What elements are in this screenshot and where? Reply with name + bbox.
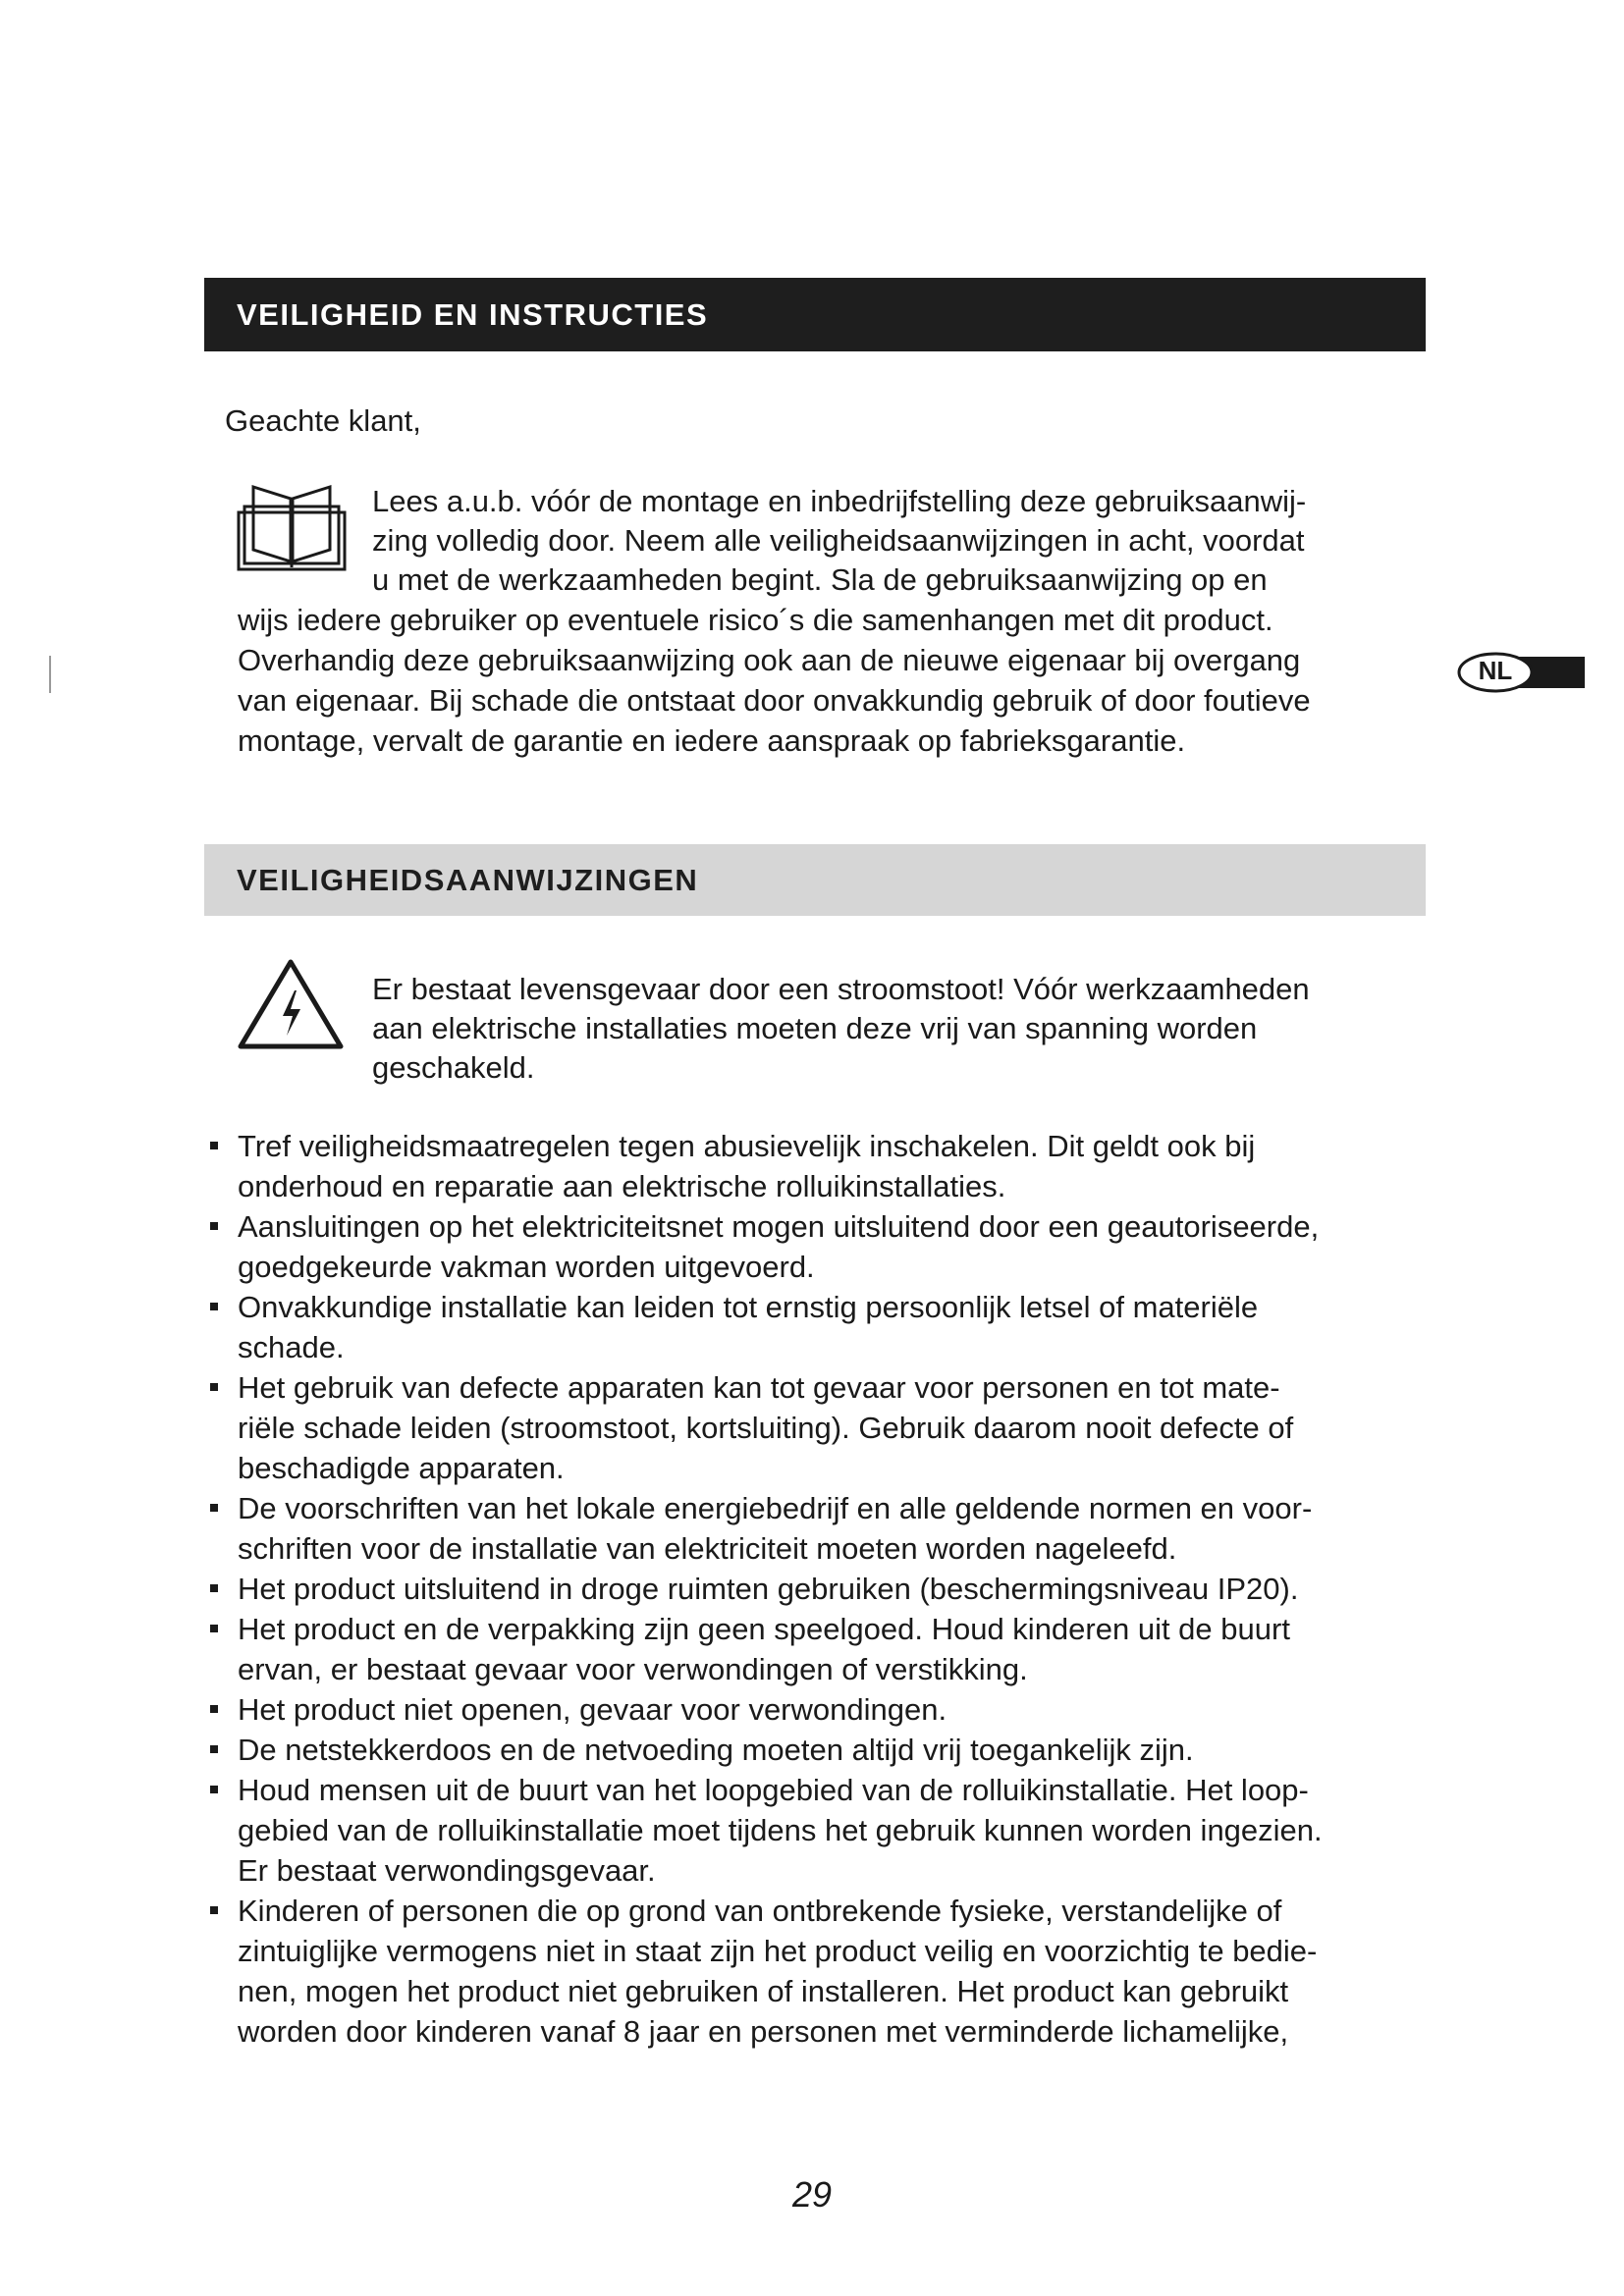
list-item-line: ervan, er bestaat gevaar voor verwondingen of verstikking. [238, 1652, 1028, 1686]
section-header-safety-instructions [204, 278, 1426, 351]
list-item [226, 1367, 1424, 1488]
language-code: NL [1478, 656, 1513, 685]
warning-line-2: aan elektrische installaties moeten deze vrij van spanning worden [372, 1011, 1258, 1045]
section-title: VEILIGHEID EN INSTRUCTIES [237, 296, 709, 332]
list-item [226, 1689, 1424, 1730]
open-book-icon [236, 483, 348, 575]
list-item-line: Onvakkundige installatie kan leiden tot ernstig persoonlijk letsel of materiële [238, 1290, 1259, 1324]
page-number: 29 [791, 2174, 833, 2215]
list-item-line: Kinderen of personen die op grond van ontbrekende fysieke, verstandelijke of [238, 1894, 1282, 1928]
intro-line-3: u met de werkzaamheden begint. Sla de gebruiksaanwijzing op en [372, 562, 1268, 597]
list-item-line: Het product en de verpakking zijn geen speelgoed. Houd kinderen uit de buurt [238, 1612, 1290, 1646]
list-item-line: Het product uitsluitend in droge ruimten gebruiken (beschermingsniveau IP20). [238, 1572, 1299, 1606]
list-item-line: gebied van de rolluikinstallatie moet tijdens het gebruik kunnen worden ingezien. [238, 1813, 1323, 1847]
list-item-line: worden door kinderen vanaf 8 jaar en personen met verminderde lichamelijke, [238, 2014, 1289, 2049]
greeting: Geachte klant, [225, 403, 421, 438]
list-item-line: beschadigde apparaten. [238, 1451, 565, 1485]
list-item-line: goedgekeurde vakman worden uitgevoerd. [238, 1250, 815, 1284]
list-item-line: De netstekkerdoos en de netvoeding moeten altijd vrij toegankelijk zijn. [238, 1733, 1194, 1767]
list-item [226, 1287, 1424, 1367]
list-item [226, 1891, 1424, 2052]
intro-line-1: Lees a.u.b. vóór de montage en inbedrijfstelling deze gebruiksaanwij- [372, 484, 1307, 518]
margin-mark [49, 656, 51, 693]
list-item [226, 1206, 1424, 1287]
list-item [226, 1126, 1424, 1206]
intro-line-6: van eigenaar. Bij schade die ontstaat door onvakkundig gebruik of door foutieve [238, 683, 1311, 718]
list-item-line: Aansluitingen op het elektriciteitsnet mogen uitsluitend door een geautoriseerde, [238, 1209, 1320, 1244]
section-header-safety-guidelines [204, 844, 1426, 916]
list-item [226, 1770, 1424, 1891]
warning-line-1: Er bestaat levensgevaar door een stroomstoot! Vóór werkzaamheden [372, 972, 1310, 1006]
list-item-line: Het gebruik van defecte apparaten kan tot gevaar voor personen en tot mate- [238, 1370, 1280, 1405]
list-item [226, 1609, 1424, 1689]
list-item-line: onderhoud en reparatie aan elektrische rolluikinstallaties. [238, 1169, 1006, 1203]
list-item-line: zintuiglijke vermogens niet in staat zijn het product veilig en voorzichtig te bedie- [238, 1934, 1318, 1968]
list-item-line: Tref veiligheidsmaatregelen tegen abusievelijk inschakelen. Dit geldt ook bij [238, 1129, 1256, 1163]
list-item [226, 1488, 1424, 1569]
intro-line-7: montage, vervalt de garantie en iedere aanspraak op fabrieksgarantie. [238, 723, 1186, 758]
list-item-line: schriften voor de installatie van elektriciteit moeten worden nageleefd. [238, 1531, 1177, 1566]
list-item [226, 1730, 1424, 1770]
section-title: VEILIGHEIDSAANWIJZINGEN [237, 862, 699, 897]
list-item-line: De voorschriften van het lokale energiebedrijf en alle geldende normen en voor- [238, 1491, 1313, 1525]
list-item-line: Het product niet openen, gevaar voor verwondingen. [238, 1692, 947, 1727]
intro-line-2: zing volledig door. Neem alle veiligheidsaanwijzingen in acht, voordat [372, 523, 1305, 558]
safety-bullet-list [226, 1126, 1424, 2052]
intro-line-4: wijs iedere gebruiker op eventuele risico´s die samenhangen met dit product. [238, 603, 1273, 637]
list-item-line: schade. [238, 1330, 345, 1364]
list-item-line: Er bestaat verwondingsgevaar. [238, 1853, 656, 1888]
list-item [226, 1569, 1424, 1609]
list-item-line: nen, mogen het product niet gebruiken of installeren. Het product kan gebruikt [238, 1974, 1289, 2008]
electric-warning-icon [236, 957, 346, 1053]
list-item-line: riële schade leiden (stroomstoot, kortsluiting). Gebruik daarom nooit defecte of [238, 1411, 1294, 1445]
warning-line-3: geschakeld. [372, 1050, 535, 1085]
language-badge [1456, 651, 1585, 694]
list-item-line: Houd mensen uit de buurt van het loopgebied van de rolluikinstallatie. Het loop- [238, 1773, 1309, 1807]
intro-line-5: Overhandig deze gebruiksaanwijzing ook aan de nieuwe eigenaar bij overgang [238, 643, 1301, 677]
